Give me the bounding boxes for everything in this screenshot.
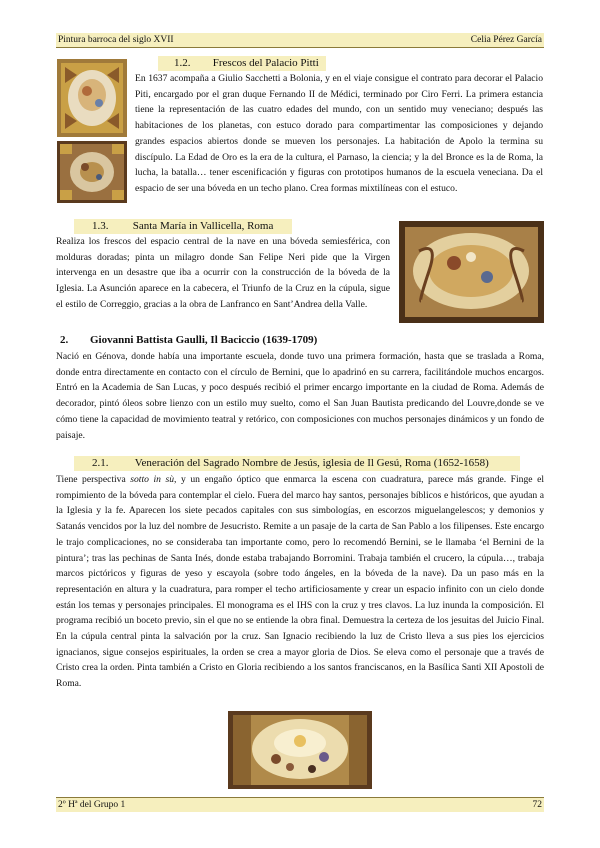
section-title: Santa María in Vallicella, Roma xyxy=(132,220,274,232)
section-1-3-text: Realiza los frescos del espacio central de la nave en una bóveda semiesférica, con molduras doradas; pinta un milagro donde San Felipe Neri pide que la Virgen intervenga en un desastre que iba a ocurrir con la construcción de la bóveda de la Iglesia. La Asunción aparece en la cabecera, el Triunfo de la Cruz en la cúpula, sigue el estilo de Correggio, gracias a la obra de Lanfranco en Sant’Andrea della Valle. xyxy=(56,236,390,310)
text-segment: , y un engaño óptico que enmarca la escena con cuadratura, parece más grande. Finge el rompimiento de la bóveda para contemplar el cielo. Fuera del marco hay santos, personajes bíblicos e históricos, que ayudan a la Iglesia y la fe. Aparecen los siete pecados capitales con sus simbologías, en escorzos miguelangelescos; y demonios y Satanás vencidos por la luz del nombre de Jesucristo. Remite a un pasaje de la carta de San Pablo a los filipenses. Este encargo le trajo complicaciones, no se consideraba tan importante como, pero lo recomendó Bernini, se le llamaba ‘el Bernini de la pintura’; tras las pechinas de Santa Inés, donde estaba trabajando Borromini. Trabaja también el crucero, la cúpula…, trabaja marcos pictóricos y figuras de yeso y escayola (sobre todo ángeles, en la bóveda de la nave). Da un paso más en la representación en altura y la cuadratura, para romper el techo artificiosamente y crear un espacio infinito con un cielo donde están los temas y personajes principales. El monograma es el IHS con la cruz y tres clavos. La luz inunda la composición. El programa recibió un boceto previo, sin el que no se entiende la obra final. Demuestra la certeza de los jesuitas del Juicio Final. En la cúpula central pinta la salvación por la cruz. San Ignacio recibiendo la luz de Cristo lleva a sus pies los ejercicios ignacianos, sigue consejos espirituales, la orden se crea a mayor gloria de Dios. Se eleva como el personaje que a través de Cristo crea la orden. Pinta también a Cristo en Gloria recibiendo a los santos franciscanos, en la Basílica Santi XII Apostoli de Roma. xyxy=(56,474,544,690)
section-title: Veneración del Sagrado Nombre de Jesús, iglesia de Il Gesú, Roma (1652-1658) xyxy=(134,457,489,469)
section-2-heading xyxy=(60,332,317,348)
header-left: Pintura barroca del siglo XVII xyxy=(58,35,174,45)
section-1-2-text: En 1637 acompaña a Giulio Sacchetti a Bolonia, y en el viaje consigue el contrato para decorar el Palacio Piti, encargado por el gran duque Fernando II de Médici, terminado por Ciro Ferri. La primera estancia tiene la representación de las cuatro edades del mundo, con un sentido muy veneciano; después las habitaciones de los planetas, con estuco dorado para compartimentar las composiciones y dejando grandes espacios abiertos donde se mueven los personajes. La habitación de Apolo la termina su discípulo. La Edad de Oro es la era de la cultura, el Parnaso, la ciencia; y la del Bronce es la de Roma, la lucha, la batalla… tener escenificación y figuras con prototipos humanos de la escuela veneciana. Da el espacio de ser una bóveda en un techo plano. Crea formas mixtilíneas con el estuco. xyxy=(135,73,543,194)
section-number: 2. xyxy=(60,334,69,346)
fresco-gesu-image xyxy=(228,711,372,789)
fresco-pitti-image-2 xyxy=(57,141,127,203)
section-2-1-text xyxy=(56,472,544,692)
page-number: 72 xyxy=(532,800,542,810)
section-number: 1.2. xyxy=(174,57,191,69)
section-2-text: Nació en Génova, donde había una importante escuela, donde tuvo una primera formación, hasta que se traslada a Roma, donde entra directamente en contacto con el círculo de Bernini, que lo apadrinó en su carrera, facilitándole muchos encargos. Entró en la Academia de San Lucas, y poco después recibió el primer encargo importante en la ciudad de Roma. Además de decorador, pintó óleos sobre lienzo con un estilo muy suelto, como el San Juan Bautista predicando del Louvre,donde se ve cómo tiene la capacidad de movimiento teatral y retórico, con composiciones con muchos personajes dinámicos y un fondo de paisaje. xyxy=(56,351,544,441)
italic-term: sotto in sù xyxy=(130,474,175,485)
section-title: Frescos del Palacio Pitti xyxy=(212,57,319,69)
section-1-3-heading xyxy=(74,219,292,234)
text-segment: Tiene perspectiva xyxy=(56,474,131,485)
section-2-1-heading xyxy=(74,456,520,471)
fresco-vallicella-image xyxy=(399,221,544,323)
section-1-2-heading xyxy=(158,56,326,71)
header-right: Celia Pérez García xyxy=(470,35,542,45)
section-title: Giovanni Battista Gaulli, Il Baciccio (1639-1709) xyxy=(90,334,318,346)
page-header xyxy=(56,33,544,48)
section-number: 2.1. xyxy=(92,457,109,469)
page-footer xyxy=(56,797,544,812)
footer-left: 2º Hª del Grupo 1 xyxy=(58,800,126,810)
section-number: 1.3. xyxy=(92,220,109,232)
fresco-pitti-image-1 xyxy=(57,59,127,137)
